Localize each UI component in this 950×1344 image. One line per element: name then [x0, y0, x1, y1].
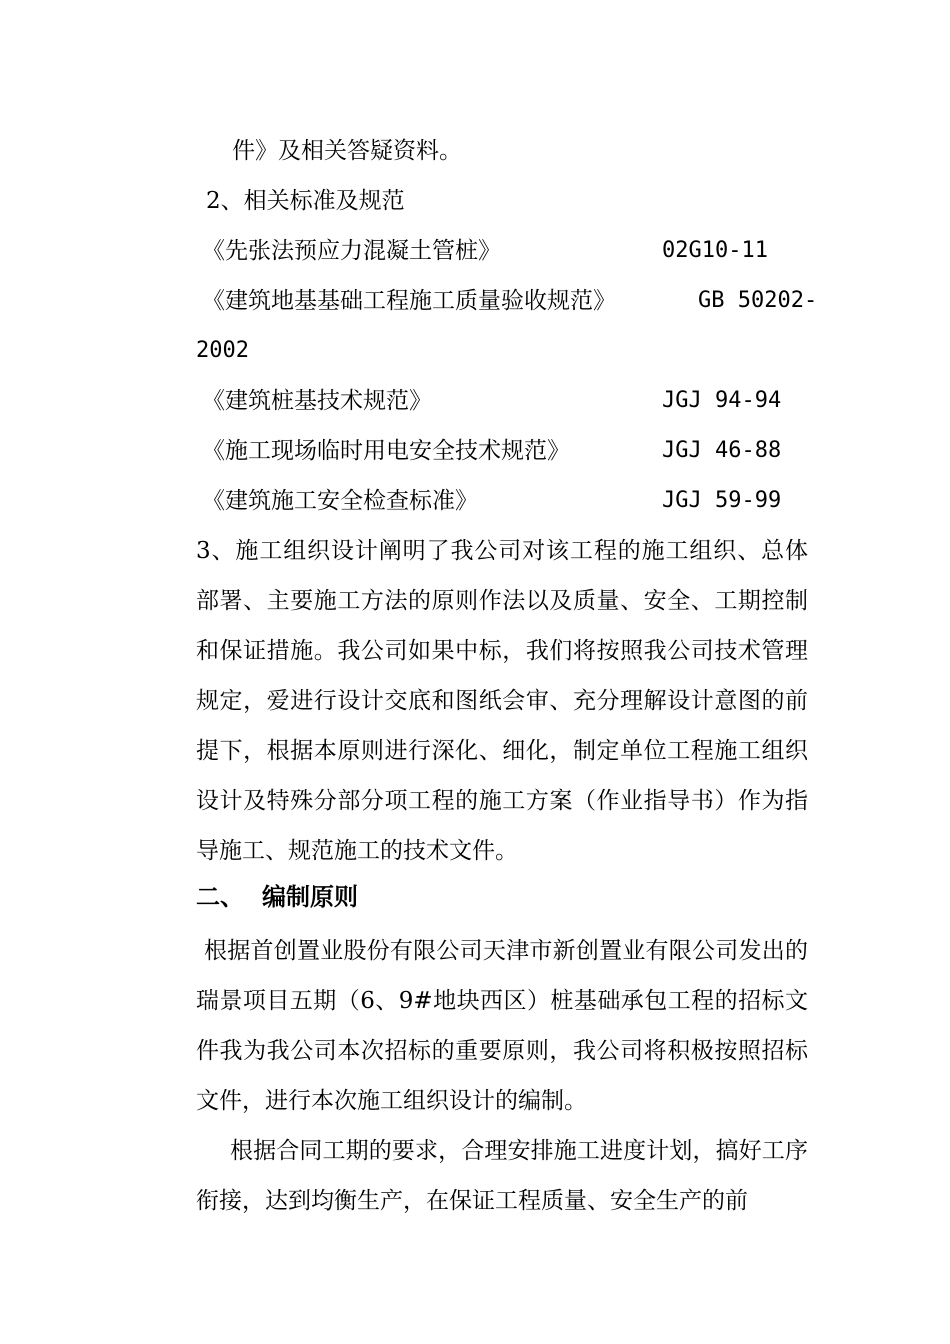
paragraph-3-org-design: 3、施工组织设计阐明了我公司对该工程的施工组织、总体部署、主要施工方法的原则作法以及质量、安全、工期控制和保证措施。我公司如果中标，我们将按照我公司技术管理规定，爱进行设计交底和图纸会审、充分理解设计意图的前提下，根据本原则进行深化、细化，制定单位工程施工组织设计及特殊分部分项工程的施工方案（作业指导书）作为指导施工、规范施工的技术文件。: [196, 538, 808, 864]
standard-title-5: 《建筑施工安全检查标准》: [202, 488, 478, 514]
standard-code-2-continued: 2002: [196, 338, 249, 363]
section-title: 编制原则: [262, 883, 358, 911]
standard-title-2: 《建筑地基基础工程施工质量验收规范》: [202, 288, 616, 314]
standard-code-1: 02G10-11: [662, 238, 768, 263]
paragraph-schedule: 根据合同工期的要求，合理安排施工进度计划，搞好工序衔接，达到均衡生产，在保证工程质量、安全生产的前: [196, 1138, 808, 1214]
standard-title-3: 《建筑桩基技术规范》: [202, 388, 432, 414]
standard-code-4: JGJ 46-88: [662, 438, 782, 463]
standard-code-2: GB 50202-: [698, 288, 818, 313]
continuation-line: 件》及相关答疑资料。: [232, 138, 462, 164]
standard-code-5: JGJ 59-99: [662, 488, 782, 513]
standard-title-4: 《施工现场临时用电安全技术规范》: [202, 438, 570, 464]
section-heading-compilation-principles: [196, 882, 358, 912]
standard-code-3: JGJ 94-94: [662, 388, 782, 413]
paragraph-tender-basis: 根据首创置业股份有限公司天津市新创置业有限公司发出的瑞景项目五期（6、9#地块西区）桩基础承包工程的招标文件我为我公司本次招标的重要原则，我公司将积极按照招标文件，进行本次施工组织设计的编制。: [196, 938, 808, 1114]
section-number: 二、: [196, 883, 244, 911]
subsection-heading-standards: 2、相关标准及规范: [206, 188, 405, 214]
standard-title-1: 《先张法预应力混凝土管桩》: [202, 238, 501, 264]
